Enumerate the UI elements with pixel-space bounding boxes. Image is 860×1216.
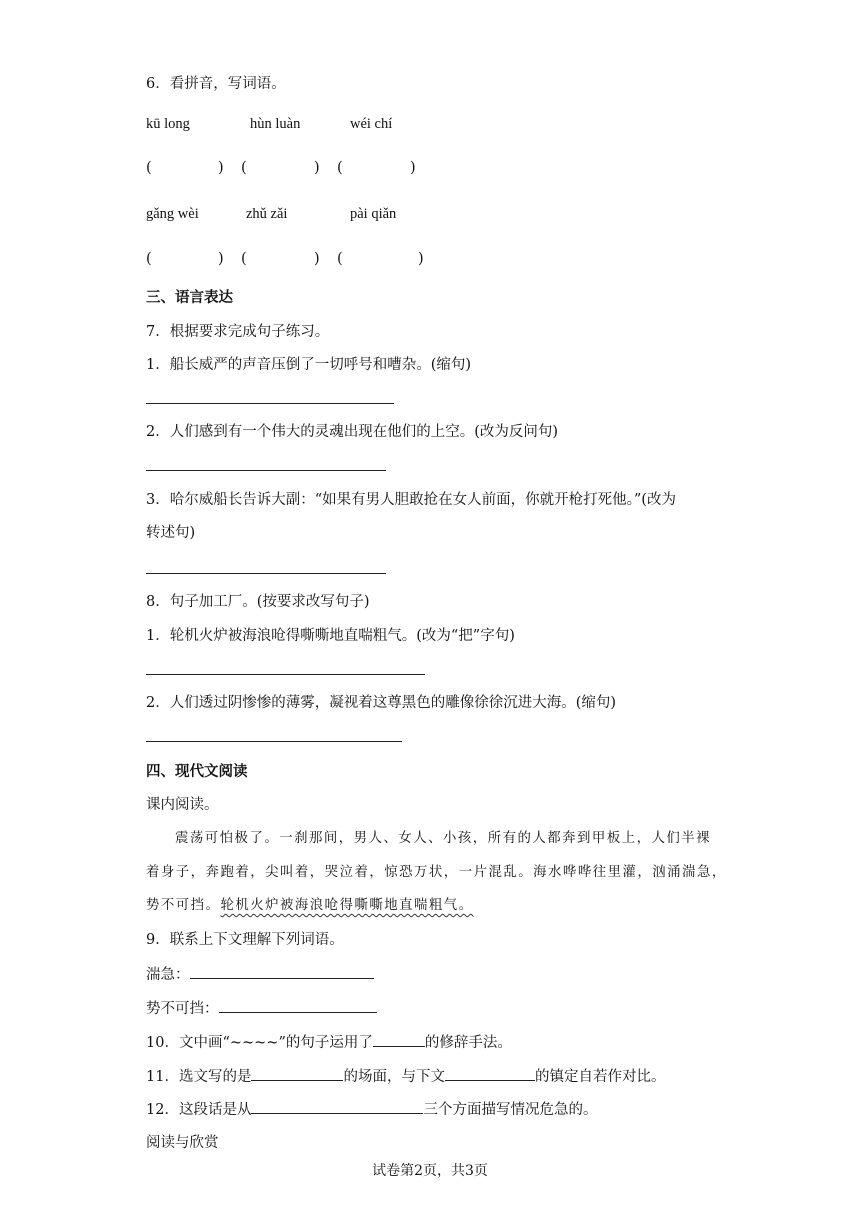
q11-text: 11．选文写的是: [146, 1069, 252, 1085]
answer-blank[interactable]: [251, 1066, 343, 1081]
bracket-close: ): [314, 251, 320, 267]
q7-item-2: 2．人们感到有一个伟大的灵魂出现在他们的上空。(改为反问句): [146, 424, 559, 440]
answer-blank[interactable]: [445, 1066, 535, 1081]
answer-line[interactable]: [146, 403, 394, 404]
bracket-open: (: [146, 251, 152, 267]
term-label: 势不可挡：: [146, 1001, 219, 1017]
pinyin-4: gǎng wèi: [146, 206, 199, 222]
next-section-label: 阅读与欣赏: [146, 1135, 219, 1151]
q10-text: 的修辞手法。: [424, 1035, 512, 1051]
q11: [146, 1066, 665, 1087]
q10-text: 10．文中画“~~~~”的句子运用了: [146, 1035, 373, 1051]
bracket-close: ): [418, 251, 424, 267]
q8-item-1: 1．轮机火炉被海浪呛得嘶嘶地直喘粗气。(改为“把”字句): [146, 628, 515, 644]
wavy-underlined-sentence: 轮机火炉被海浪呛得嘶嘶地直喘粗气。: [220, 898, 474, 913]
pinyin-5: zhǔ zǎi: [246, 206, 288, 222]
passage-text: 势不可挡。: [146, 898, 221, 913]
bracket-close: ): [218, 160, 224, 176]
reading-label: 课内阅读。: [146, 797, 219, 813]
section-title: 四、现代文阅读: [146, 763, 248, 780]
q9-title: 9．联系上下文理解下列词语。: [146, 932, 344, 948]
q12-text: 12．这段话是从: [146, 1102, 252, 1118]
bracket-open: (: [241, 160, 247, 176]
passage-line: [146, 896, 474, 916]
passage-line: 着身子，奔跑着，尖叫着，哭泣着，惊恐万状，一片混乱。海水哗哗往里灌，汹涌湍急，: [146, 865, 727, 880]
passage-line: 震荡可怕极了。一刹那间，男人、女人、小孩，所有的人都奔到甲板上，人们半裸: [175, 831, 712, 846]
q11-text: 的镇定自若作对比。: [534, 1069, 666, 1085]
q7-item-1: 1．船长威严的声音压倒了一切呼号和嘈杂。(缩句): [146, 357, 472, 373]
q11-text: 的场面，与下文: [343, 1069, 445, 1085]
answer-line[interactable]: [146, 470, 386, 471]
answer-line[interactable]: [146, 741, 402, 742]
q9-term-2: [146, 998, 377, 1019]
q9-term-1: [146, 964, 374, 985]
answer-blank[interactable]: [219, 998, 377, 1013]
pinyin-2: hùn luàn: [250, 116, 301, 132]
answer-blank[interactable]: [190, 964, 374, 979]
q12-text: 三个方面描写情况危急的。: [423, 1102, 598, 1118]
answer-line[interactable]: [146, 674, 425, 675]
page-footer: 试卷第2页，共3页: [372, 1163, 488, 1179]
q7-item-3-cont: 转述句): [146, 525, 196, 541]
bracket-open: (: [146, 160, 152, 176]
pinyin-6: pài qiǎn: [350, 206, 397, 222]
pinyin-1: kū long: [146, 116, 190, 132]
bracket-open: (: [241, 251, 247, 267]
q7-title: 7．根据要求完成句子练习。: [146, 324, 330, 340]
q6-title: 6．看拼音，写词语。: [146, 76, 286, 92]
term-label: 湍急：: [146, 967, 190, 983]
pinyin-3: wéi chí: [350, 116, 393, 132]
q12: [146, 1099, 597, 1120]
bracket-open: (: [337, 160, 343, 176]
bracket-close: ): [218, 251, 224, 267]
q8-title: 8．句子加工厂。(按要求改写句子): [146, 594, 370, 610]
q7-item-3: 3．哈尔威船长告诉大副：“如果有男人胆敢抢在女人前面，你就开枪打死他。”(改为: [146, 492, 676, 508]
answer-blank[interactable]: [251, 1099, 423, 1114]
bracket-close: ): [314, 160, 320, 176]
bracket-close: ): [410, 160, 416, 176]
answer-blank[interactable]: [373, 1032, 425, 1047]
bracket-open: (: [337, 251, 343, 267]
q8-item-2: 2．人们透过阴惨惨的薄雾，凝视着这尊黑色的雕像徐徐沉进大海。(缩句): [146, 695, 617, 711]
answer-line[interactable]: [146, 573, 386, 574]
q10: [146, 1032, 512, 1053]
section-title: 三、语言表达: [146, 289, 233, 306]
